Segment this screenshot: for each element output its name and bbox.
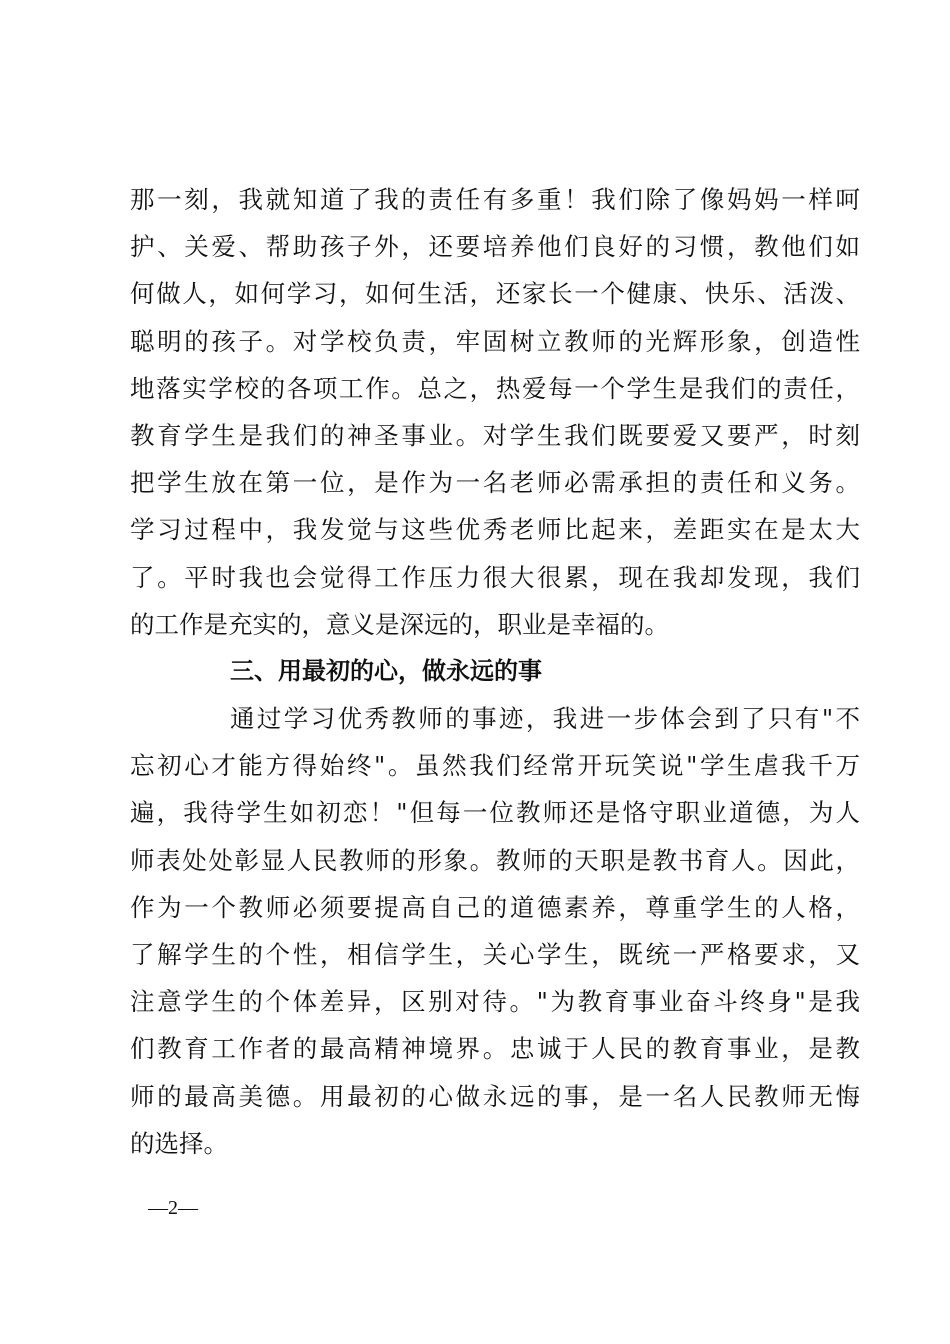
document-body — [130, 176, 860, 1167]
paragraph-line: 了解学生的个性，相信学生，关心学生，既统一严格要求，又 — [130, 940, 860, 969]
paragraph-line: 师的最高美德。用最初的心做永远的事，是一名人民教师无悔 — [130, 1081, 860, 1111]
paragraph-line: 学习过程中，我发觉与这些优秀老师比起来，差距实在是太大 — [130, 515, 860, 545]
paragraph-line: 师表处处彰显人民教师的形象。教师的天职是教书育人。因此， — [130, 845, 860, 875]
paragraph-line: 注意学生的个体差异，区别对待。"为教育事业奋斗终身"是我 — [130, 987, 860, 1017]
paragraph-line: 护、关爱、帮助孩子外，还要培养他们良好的习惯，教他们如 — [130, 232, 860, 262]
paragraph-line: 们教育工作者的最高精神境界。忠诚于人民的教育事业，是教 — [130, 1034, 860, 1064]
paragraph-line: 通过学习优秀教师的事迹，我进一步体会到了只有"不 — [230, 704, 860, 734]
paragraph-line: 的工作是充实的，意义是深远的，职业是幸福的。 — [130, 609, 669, 639]
paragraph-line: 那一刻，我就知道了我的责任有多重！我们除了像妈妈一样呵 — [130, 185, 860, 214]
paragraph-line: 把学生放在第一位，是作为一名老师必需承担的责任和义务。 — [130, 468, 860, 498]
paragraph-line: 地落实学校的各项工作。总之，热爱每一个学生是我们的责任， — [130, 373, 860, 403]
paragraph-line: 了。平时我也会觉得工作压力很大很累，现在我却发现，我们 — [130, 562, 860, 592]
paragraph-line: 聪明的孩子。对学校负责，牢固树立教师的光辉形象，创造性 — [130, 326, 860, 356]
paragraph-line: 的选择。 — [130, 1128, 228, 1158]
page-number: —2— — [148, 1197, 198, 1219]
paragraph-line: 作为一个教师必须要提高自己的道德素养，尊重学生的人格， — [130, 892, 860, 922]
paragraph-line: 遍，我待学生如初恋！"但每一位教师还是恪守职业道德，为人 — [130, 798, 860, 828]
paragraph-line: 教育学生是我们的神圣事业。对学生我们既要爱又要严，时刻 — [130, 420, 860, 450]
paragraph-line: 何做人，如何学习，如何生活，还家长一个健康、快乐、活泼、 — [130, 279, 860, 309]
section-heading: 三、用最初的心，做永远的事 — [230, 656, 542, 685]
paragraph-line: 忘初心才能方得始终"。虽然我们经常开玩笑说"学生虐我千万 — [130, 751, 860, 781]
